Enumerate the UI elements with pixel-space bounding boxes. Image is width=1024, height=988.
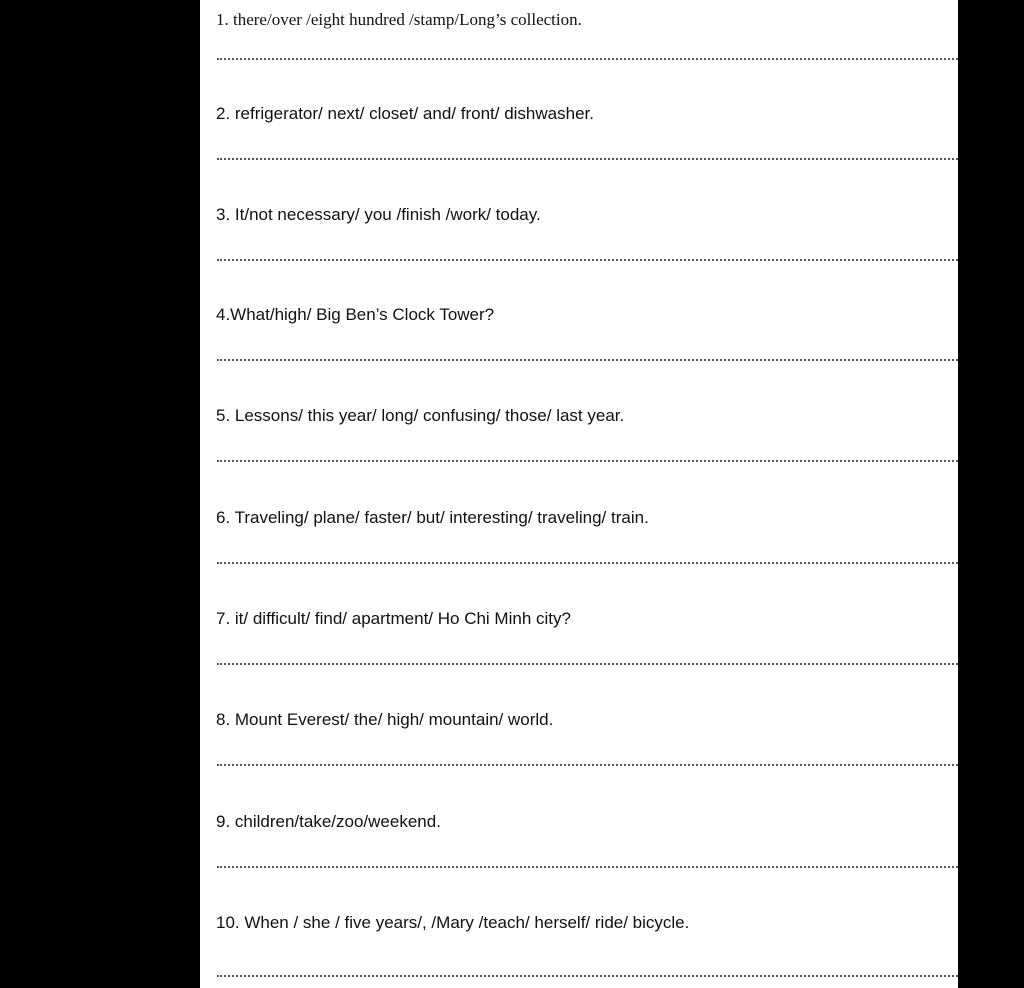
exercise-prompt: 10. When / she / five years/, /Mary /teach/ herself/ ride/ bicycle.	[216, 913, 690, 932]
answer-line[interactable]	[217, 158, 958, 160]
exercise-prompt: 1. there/over /eight hundred /stamp/Long’s collection.	[216, 10, 582, 29]
answer-line[interactable]	[217, 663, 958, 665]
answer-line[interactable]	[217, 866, 958, 868]
exercise-item-4	[216, 303, 958, 404]
answer-line[interactable]	[217, 562, 958, 564]
exercise-prompt: 5. Lessons/ this year/ long/ confusing/ those/ last year.	[216, 406, 625, 425]
exercise-prompt: 2. refrigerator/ next/ closet/ and/ front/ dishwasher.	[216, 104, 594, 123]
answer-line[interactable]	[217, 359, 958, 361]
answer-line[interactable]	[217, 259, 958, 261]
exercise-item-9	[216, 810, 958, 911]
exercise-item-6	[216, 506, 958, 607]
exercise-item-8	[216, 708, 958, 809]
exercise-item-1	[216, 8, 958, 104]
exercise-prompt: 4.What/high/ Big Ben’s Clock Tower?	[216, 305, 495, 324]
exercise-prompt: 6. Traveling/ plane/ faster/ but/ interesting/ traveling/ train.	[216, 508, 649, 527]
exercise-prompt: 9. children/take/zoo/weekend.	[216, 812, 441, 831]
exercise-prompt: 8. Mount Everest/ the/ high/ mountain/ world.	[216, 710, 554, 729]
exercise-item-2	[216, 102, 958, 203]
worksheet-page	[200, 0, 958, 988]
exercise-item-10	[216, 911, 958, 988]
answer-line[interactable]	[217, 58, 958, 60]
answer-line[interactable]	[217, 975, 958, 977]
exercise-item-5	[216, 404, 958, 505]
exercise-prompt: 7. it/ difficult/ find/ apartment/ Ho Chi Minh city?	[216, 609, 571, 628]
answer-line[interactable]	[217, 460, 958, 462]
exercise-prompt: 3. It/not necessary/ you /finish /work/ today.	[216, 205, 541, 224]
exercise-item-7	[216, 607, 958, 708]
exercise-item-3	[216, 203, 958, 304]
answer-line[interactable]	[217, 764, 958, 766]
